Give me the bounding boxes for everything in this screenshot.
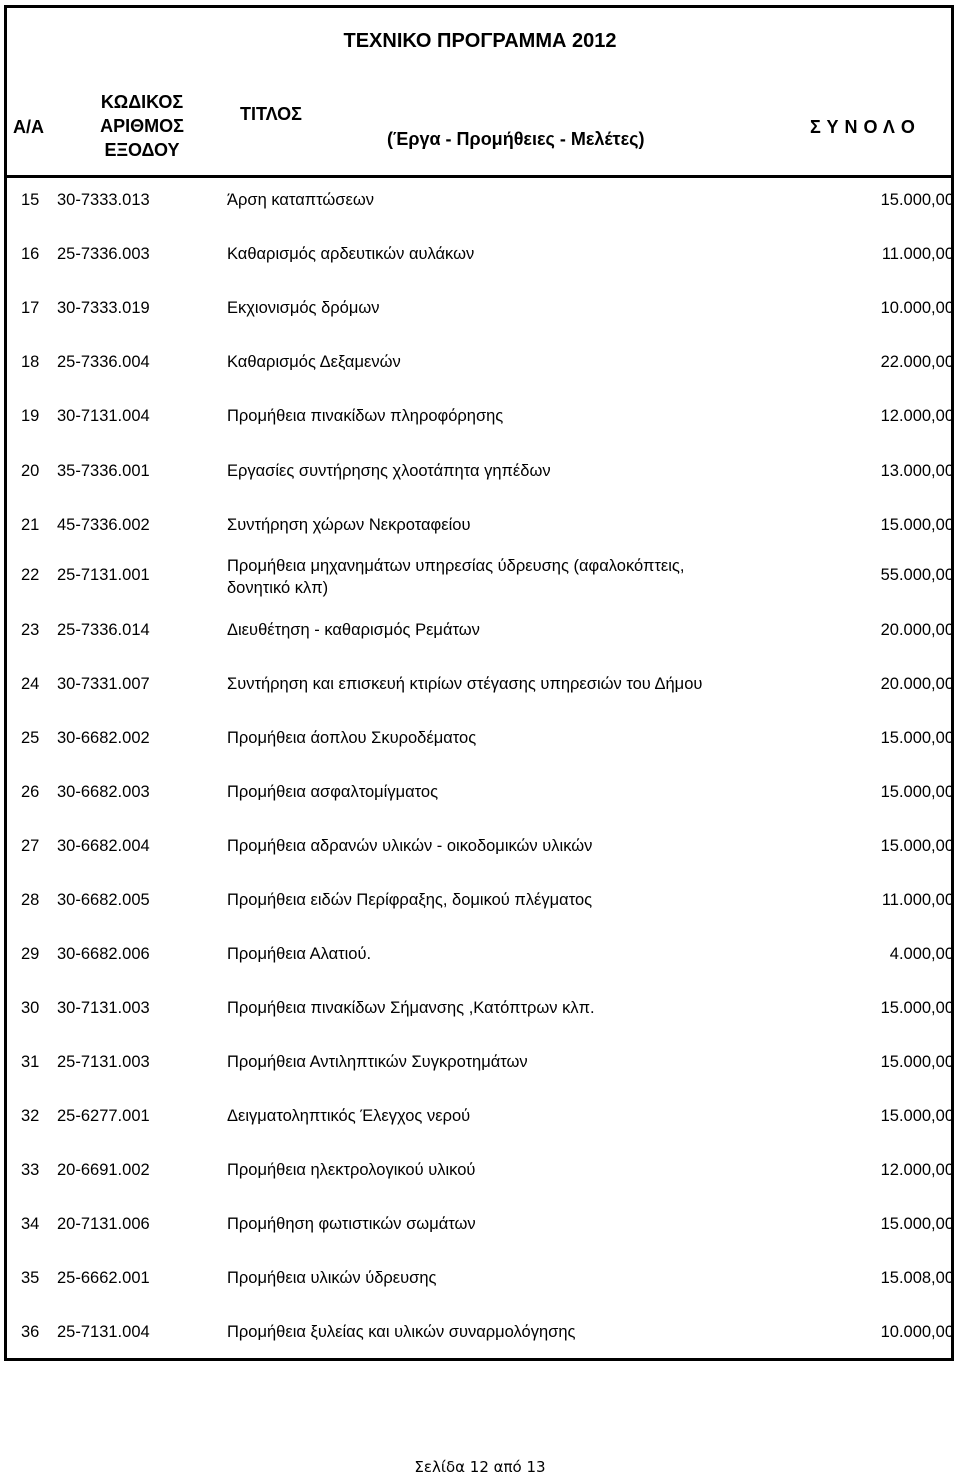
row-number: 15 (21, 191, 40, 209)
row-title (227, 555, 684, 599)
row-title: Καθαρισμός Δεξαμενών (227, 353, 401, 371)
row-title: Προμήθεια ηλεκτρολογικού υλικού (227, 1161, 476, 1179)
table-row (0, 191, 960, 231)
row-number: 19 (21, 407, 40, 425)
table-row (0, 299, 960, 339)
row-number: 33 (21, 1161, 40, 1179)
row-total: 15.000,00 (880, 1053, 954, 1071)
row-code: 45-7336.002 (57, 516, 150, 534)
row-code: 30-6682.005 (57, 891, 150, 909)
row-total: 22.000,00 (880, 353, 954, 371)
table-row (0, 407, 960, 447)
table-row (0, 516, 960, 556)
row-title-line1: Προμήθεια μηχανημάτων υπηρεσίας ύδρευσης (αφαλοκόπτεις, (227, 557, 685, 575)
row-title: Προμήθεια ειδών Περίφραξης, δομικού πλέγματος (227, 891, 593, 909)
row-total: 10.000,00 (880, 1323, 954, 1341)
row-code: 30-7333.019 (57, 299, 150, 317)
row-total: 15.000,00 (880, 999, 954, 1017)
row-code: 30-7331.007 (57, 675, 150, 693)
row-number: 24 (21, 675, 40, 693)
table-row (0, 783, 960, 823)
table-row (0, 1323, 960, 1363)
table-row (0, 621, 960, 661)
row-total: 12.000,00 (880, 1161, 954, 1179)
table-row (0, 1269, 960, 1309)
row-code: 25-7336.003 (57, 245, 150, 263)
table-row (0, 729, 960, 769)
row-title: Άρση καταπτώσεων (227, 191, 374, 209)
row-title: Προμήθεια Αλατιού. (227, 945, 372, 963)
row-total: 12.000,00 (880, 407, 954, 425)
row-number: 18 (21, 353, 40, 371)
page-title: ΤΕΧΝΙΚΟ ΠΡΟΓΡΑΜΜΑ 2012 (343, 30, 617, 52)
row-title: Εργασίες συντήρησης χλοοτάπητα γηπέδων (227, 462, 551, 480)
row-number: 22 (21, 566, 40, 584)
row-title: Προμήθεια πινακίδων πληροφόρησης (227, 407, 504, 425)
header-subtitle: (Έργα - Προμήθειες - Μελέτες) (387, 129, 645, 149)
header-code-line2: ΑΡΙΘΜΟΣ (100, 116, 184, 136)
page-footer: Σελίδα 12 από 13 (414, 1458, 546, 1476)
header-divider (4, 175, 954, 178)
row-total: 4.000,00 (889, 945, 954, 963)
row-code: 30-6682.004 (57, 837, 150, 855)
row-total: 15.000,00 (880, 729, 954, 747)
header-total: Σ Υ Ν Ο Λ Ο (810, 117, 916, 137)
row-number: 32 (21, 1107, 40, 1125)
table-row (0, 556, 960, 596)
row-code: 25-7131.003 (57, 1053, 150, 1071)
row-number: 29 (21, 945, 40, 963)
row-title: Εκχιονισμός δρόμων (227, 299, 380, 317)
row-title: Δειγματοληπτικός Έλεγχος νερού (227, 1107, 471, 1125)
table-row (0, 462, 960, 502)
table-row (0, 999, 960, 1039)
row-number: 23 (21, 621, 40, 639)
row-code: 25-7131.001 (57, 566, 150, 584)
row-total: 15.000,00 (880, 1107, 954, 1125)
row-title: Συντήρηση και επισκευή κτιρίων στέγασης υπηρεσιών του Δήμου (227, 675, 703, 693)
row-code: 35-7336.001 (57, 462, 150, 480)
row-title: Προμήθεια ξυλείας και υλικών συναρμολόγησης (227, 1323, 576, 1341)
row-code: 25-6277.001 (57, 1107, 150, 1125)
row-number: 21 (21, 516, 40, 534)
row-title: Προμήθεια υλικών ύδρευσης (227, 1269, 437, 1287)
row-number: 26 (21, 783, 40, 801)
row-code: 20-7131.006 (57, 1215, 150, 1233)
row-number: 16 (21, 245, 40, 263)
row-code: 20-6691.002 (57, 1161, 150, 1179)
table-row (0, 1161, 960, 1201)
row-number: 34 (21, 1215, 40, 1233)
table-row (0, 353, 960, 393)
row-title-line2: δονητικό κλπ) (227, 579, 329, 597)
header-code-line3: ΕΞΟΔΟΥ (104, 140, 180, 160)
header-aa: Α/Α (13, 117, 44, 137)
row-code: 25-7336.014 (57, 621, 150, 639)
row-code: 30-6682.002 (57, 729, 150, 747)
row-code: 30-6682.006 (57, 945, 150, 963)
row-title: Προμήθεια αδρανών υλικών - οικοδομικών υλικών (227, 837, 593, 855)
table-row (0, 837, 960, 877)
table-row (0, 1053, 960, 1093)
row-title: Συντήρηση χώρων Νεκροταφείου (227, 516, 471, 534)
row-code: 25-7336.004 (57, 353, 150, 371)
row-total: 10.000,00 (880, 299, 954, 317)
table-row (0, 675, 960, 715)
row-title: Προμήθεια Αντιληπτικών Συγκροτημάτων (227, 1053, 528, 1071)
row-number: 30 (21, 999, 40, 1017)
row-code: 30-7131.003 (57, 999, 150, 1017)
row-code: 30-7131.004 (57, 407, 150, 425)
row-total: 15.000,00 (880, 1215, 954, 1233)
header-code (96, 90, 188, 162)
table-row (0, 245, 960, 285)
row-code: 30-6682.003 (57, 783, 150, 801)
row-total: 15.000,00 (880, 837, 954, 855)
row-total: 11.000,00 (881, 891, 954, 909)
table-row (0, 1215, 960, 1255)
row-number: 28 (21, 891, 40, 909)
row-total: 13.000,00 (880, 462, 954, 480)
row-code: 30-7333.013 (57, 191, 150, 209)
row-number: 36 (21, 1323, 40, 1341)
row-number: 20 (21, 462, 40, 480)
row-title: Προμήθεια πινακίδων Σήμανσης ,Κατόπτρων κλπ. (227, 999, 595, 1017)
row-title: Προμήθεια ασφαλτομίγματος (227, 783, 439, 801)
table-row (0, 945, 960, 985)
row-number: 31 (21, 1053, 40, 1071)
header-title: ΤΙΤΛΟΣ (240, 104, 302, 124)
row-title: Προμήθεια άοπλου Σκυροδέματος (227, 729, 477, 747)
row-number: 27 (21, 837, 40, 855)
row-total: 15.008,00 (880, 1269, 954, 1287)
row-total: 15.000,00 (880, 783, 954, 801)
table-row (0, 1107, 960, 1147)
row-total: 55.000,00 (880, 566, 954, 584)
table-row (0, 891, 960, 931)
row-number: 35 (21, 1269, 40, 1287)
row-total: 15.000,00 (880, 191, 954, 209)
row-total: 20.000,00 (880, 621, 954, 639)
row-total: 15.000,00 (880, 516, 954, 534)
row-number: 17 (21, 299, 40, 317)
row-title: Καθαρισμός αρδευτικών αυλάκων (227, 245, 475, 263)
row-number: 25 (21, 729, 40, 747)
header-code-line1: ΚΩΔΙΚΟΣ (100, 92, 184, 112)
row-total: 11.000,00 (881, 245, 954, 263)
row-code: 25-7131.004 (57, 1323, 150, 1341)
row-title: Προμήθηση φωτιστικών σωμάτων (227, 1215, 476, 1233)
row-code: 25-6662.001 (57, 1269, 150, 1287)
row-total: 20.000,00 (880, 675, 954, 693)
row-title: Διευθέτηση - καθαρισμός Ρεμάτων (227, 621, 480, 639)
